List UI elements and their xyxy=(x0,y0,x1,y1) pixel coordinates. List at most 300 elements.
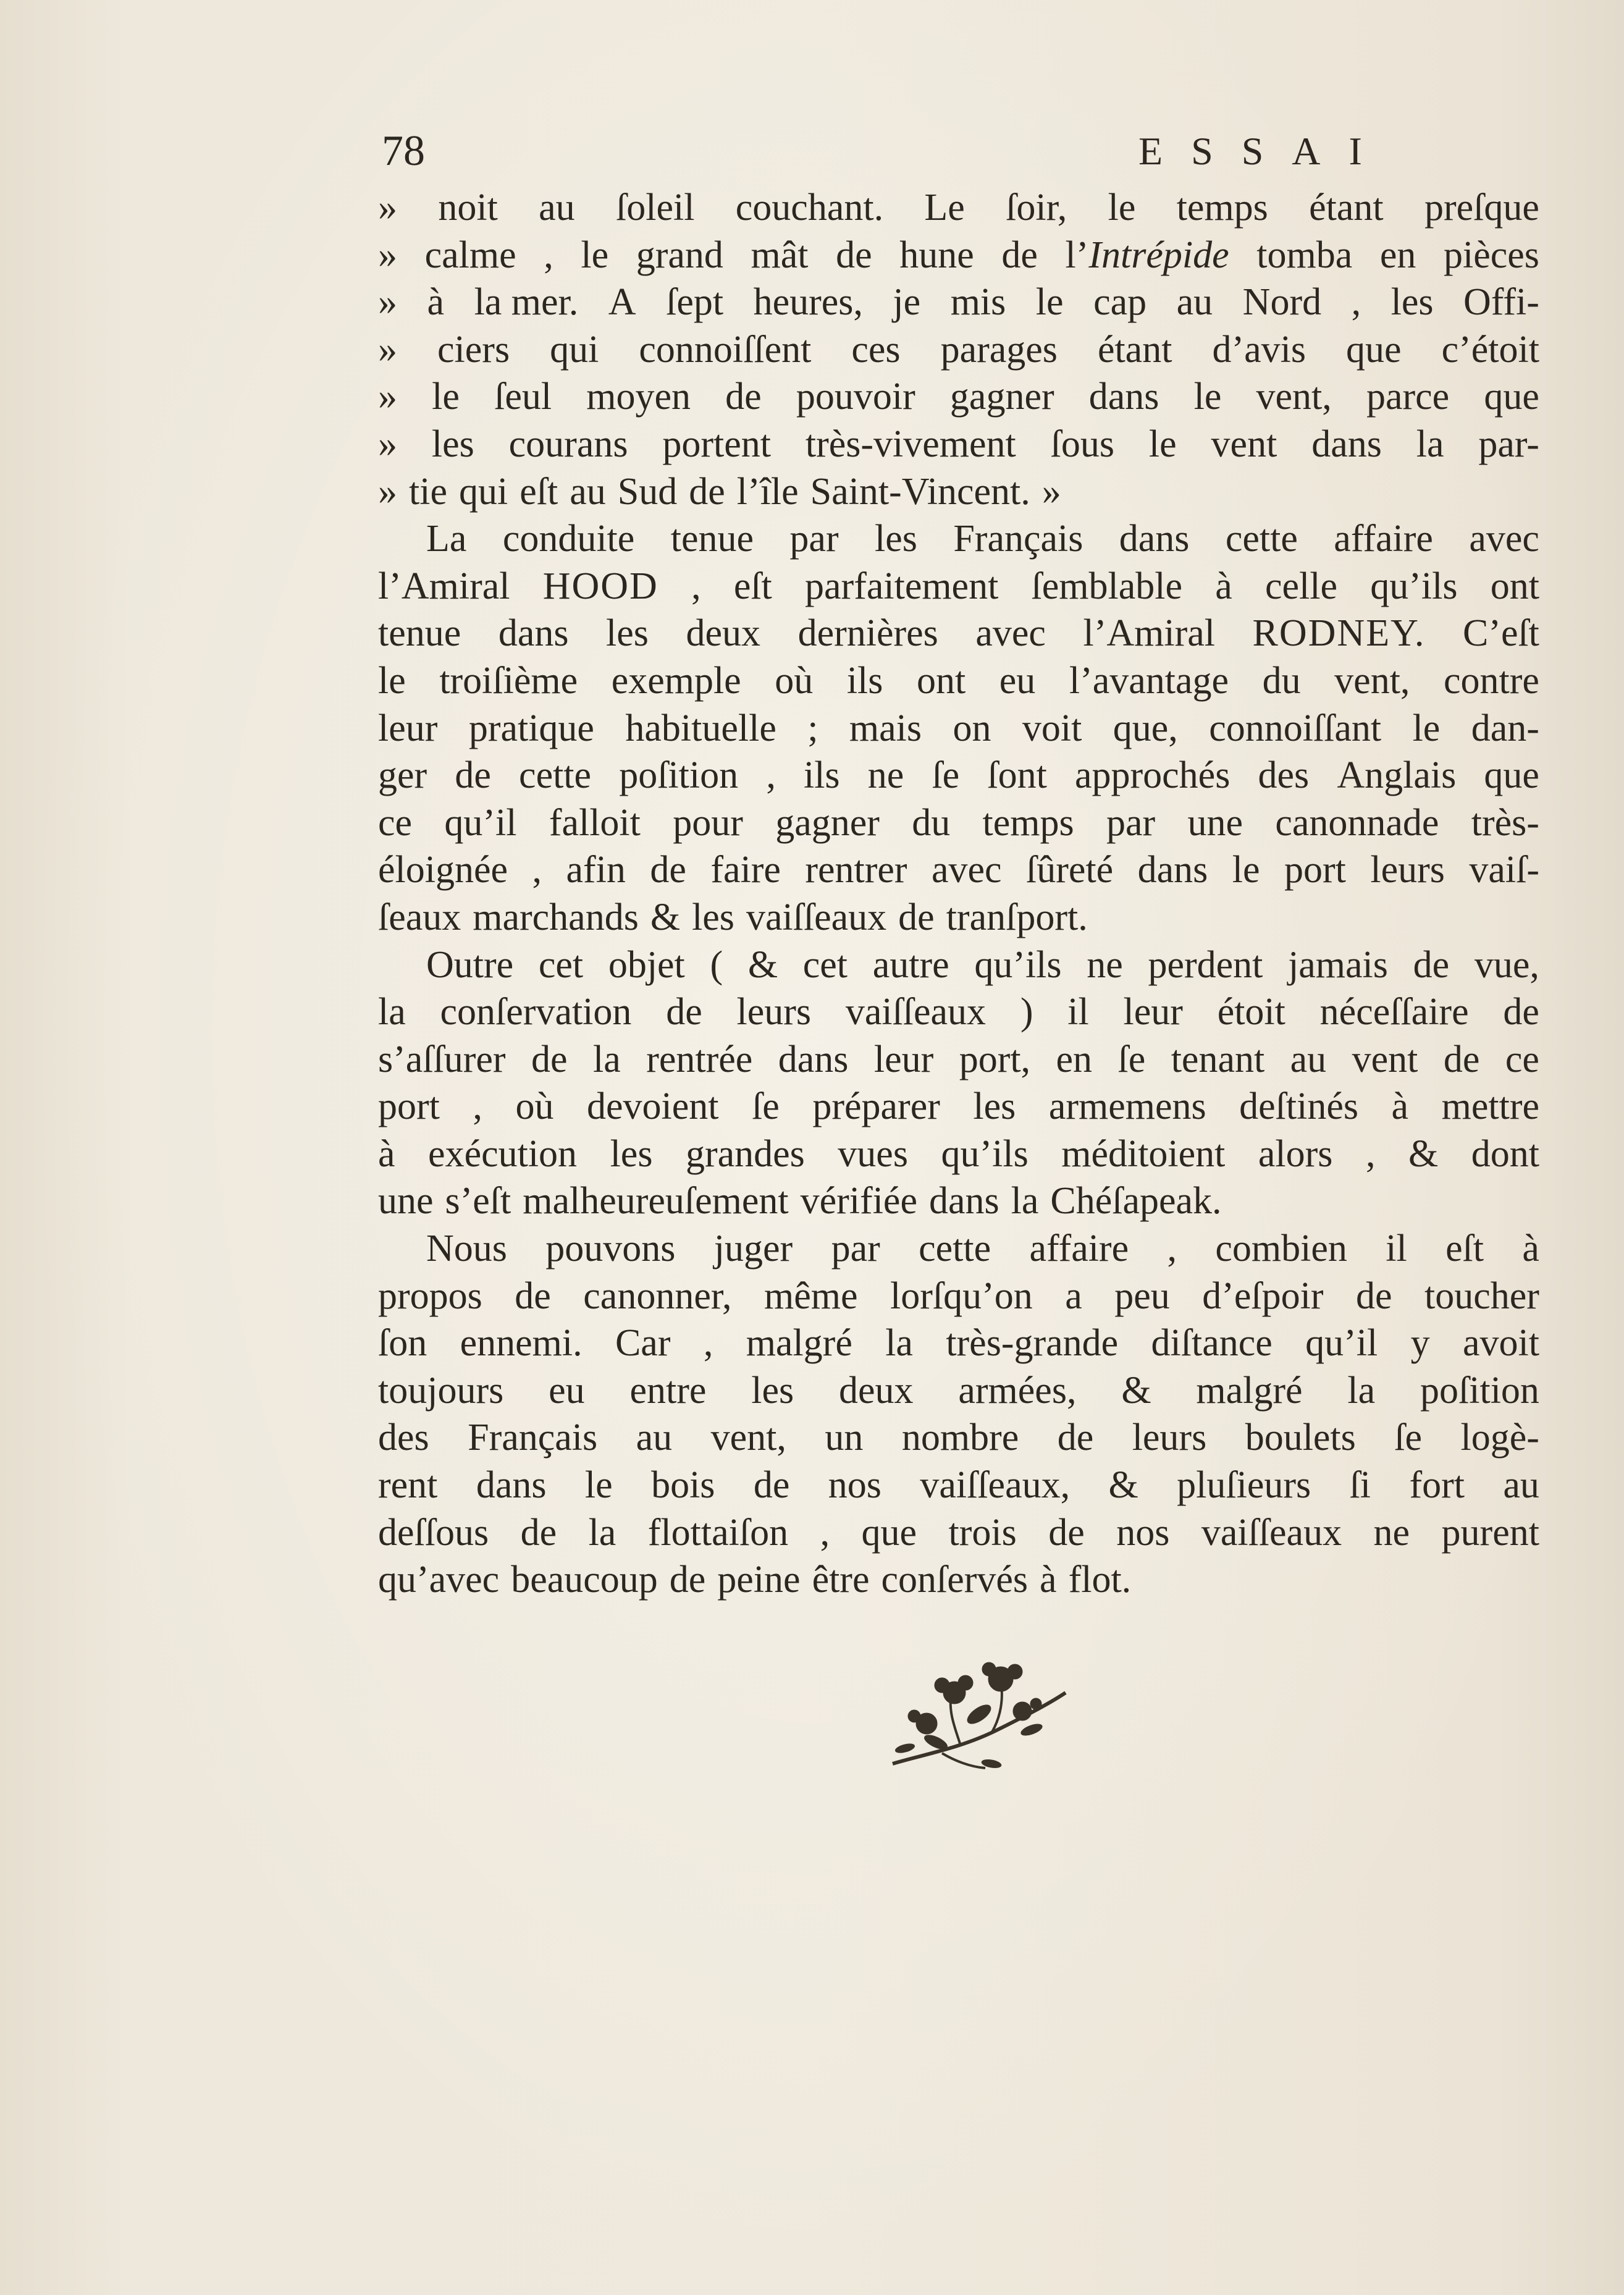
word: pratique xyxy=(468,707,594,749)
word: , xyxy=(473,1085,482,1128)
word: conſervés xyxy=(881,1559,1029,1601)
word: de xyxy=(1503,991,1539,1034)
word: affaire xyxy=(1334,518,1433,560)
word: que xyxy=(861,1511,917,1554)
word: purent xyxy=(1441,1511,1539,1554)
word: vent xyxy=(1211,423,1277,465)
word: gagner xyxy=(949,376,1054,418)
word: dans xyxy=(1119,518,1190,560)
word: leur xyxy=(378,707,438,749)
word: ont xyxy=(916,659,966,702)
word: l’Intrépide xyxy=(1065,234,1229,276)
text-line xyxy=(378,468,1539,516)
word: grand xyxy=(636,234,723,276)
word: RODNEY. xyxy=(1252,612,1426,655)
word: eſt xyxy=(1445,1228,1484,1270)
word: qu’ils xyxy=(974,943,1062,986)
word: habituelle xyxy=(625,707,776,749)
word: que xyxy=(1484,754,1539,797)
text-line xyxy=(378,1367,1539,1415)
word: cet xyxy=(802,943,848,986)
word: que xyxy=(1484,376,1539,418)
word: port, xyxy=(959,1038,1031,1080)
word: eſt xyxy=(733,565,772,607)
word: peine xyxy=(717,1559,801,1601)
word: ſous xyxy=(1050,423,1115,465)
word: eu xyxy=(549,1369,585,1412)
word: du xyxy=(1262,659,1301,702)
word: ſept xyxy=(666,281,724,324)
word: Offi- xyxy=(1463,281,1539,324)
text-line xyxy=(378,326,1539,374)
running-head: ESSAI xyxy=(1138,129,1390,173)
word: connoiſſant xyxy=(1209,707,1382,749)
word: moyen xyxy=(586,376,691,418)
word: leurs xyxy=(736,991,812,1034)
word: les xyxy=(875,518,917,560)
word: le xyxy=(1035,281,1064,324)
word: de xyxy=(666,991,702,1034)
word: en xyxy=(1056,1038,1093,1080)
word: de xyxy=(1443,1038,1480,1080)
word: mât xyxy=(751,234,809,276)
word: diſtance xyxy=(1151,1322,1273,1365)
word: cette xyxy=(1225,518,1298,560)
word: Outre xyxy=(426,943,514,986)
text-line xyxy=(378,421,1539,468)
text-line xyxy=(378,1556,1539,1604)
word: perdent xyxy=(1148,943,1263,986)
word: rent xyxy=(378,1464,438,1507)
word: & xyxy=(1121,1369,1151,1412)
floral-ornament-icon xyxy=(868,1656,1072,1779)
word: où xyxy=(775,659,814,702)
word: méditoient xyxy=(1061,1132,1226,1175)
word: Nous xyxy=(426,1228,507,1270)
word: celle xyxy=(1265,565,1338,607)
word: l’île xyxy=(736,470,799,513)
word: de xyxy=(836,234,872,276)
word: étoit xyxy=(1217,991,1285,1034)
text-line xyxy=(378,1083,1539,1131)
word: des xyxy=(1258,754,1310,797)
word: ne xyxy=(867,754,904,797)
word: ) xyxy=(1020,991,1033,1034)
word: pouvons xyxy=(545,1228,676,1270)
word: tenue xyxy=(378,612,461,655)
word: portent xyxy=(662,423,771,465)
page-header xyxy=(382,124,1537,179)
word: ſont xyxy=(987,754,1047,797)
word: tenant xyxy=(1171,1038,1265,1080)
word: & xyxy=(747,943,778,986)
word: leur xyxy=(873,1038,934,1080)
word: tie xyxy=(409,470,447,513)
word: » xyxy=(1041,470,1061,513)
word: le xyxy=(581,234,609,276)
word: même xyxy=(764,1274,858,1317)
word: le xyxy=(584,1464,613,1507)
word: tenue xyxy=(670,518,754,560)
word: de xyxy=(689,470,725,513)
word: que, xyxy=(1113,707,1178,749)
word: ſeul xyxy=(494,376,552,418)
word: lorſqu’on xyxy=(890,1274,1033,1317)
word: le xyxy=(378,659,406,702)
word: , xyxy=(1351,281,1361,324)
word: de xyxy=(753,1464,790,1507)
text-line xyxy=(378,1131,1539,1178)
word: falloit xyxy=(549,801,641,844)
text-line xyxy=(378,1462,1539,1509)
text-line xyxy=(378,1509,1539,1557)
text-line xyxy=(378,1225,1539,1273)
word: ger xyxy=(378,754,427,797)
word: mis xyxy=(950,281,1006,324)
word: exemple xyxy=(611,659,741,702)
word: dans xyxy=(1311,423,1382,465)
word: vaiſſeaux xyxy=(845,991,987,1034)
word: tomba xyxy=(1256,234,1353,276)
word: HOOD xyxy=(542,565,658,607)
word: Anglais xyxy=(1337,754,1457,797)
word: étant xyxy=(1097,328,1172,371)
word: c’étoit xyxy=(1441,328,1539,371)
text-line xyxy=(378,232,1539,279)
word: la xyxy=(1347,1369,1376,1412)
word: » xyxy=(378,376,397,418)
word: » xyxy=(378,328,397,371)
word: flot. xyxy=(1068,1559,1132,1601)
word: , xyxy=(820,1511,830,1554)
word: ennemi. xyxy=(460,1322,583,1365)
word: rentrer xyxy=(805,849,907,891)
word: les xyxy=(606,612,649,655)
word: à xyxy=(1522,1228,1539,1270)
word: dans xyxy=(928,1180,999,1223)
text-line xyxy=(378,657,1539,705)
word: à xyxy=(1040,1559,1057,1601)
word: de xyxy=(1057,1417,1094,1459)
word: du xyxy=(912,801,951,844)
word: preſque xyxy=(1424,187,1539,229)
word: courans xyxy=(508,423,628,465)
text-line xyxy=(378,279,1539,326)
word: de xyxy=(669,1559,706,1601)
word: » xyxy=(378,187,397,229)
word: a xyxy=(1065,1274,1082,1317)
word: qu’ils xyxy=(941,1132,1029,1175)
word: nos xyxy=(1116,1511,1170,1554)
word: ſe xyxy=(1394,1417,1423,1459)
word: en xyxy=(1379,234,1416,276)
word: peu xyxy=(1114,1274,1170,1317)
word: ſi xyxy=(1349,1464,1371,1507)
text-line xyxy=(378,1036,1539,1084)
word: ciers xyxy=(437,328,510,371)
word: approchés xyxy=(1075,754,1231,797)
word: de xyxy=(1048,1511,1085,1554)
word: trois xyxy=(948,1511,1017,1554)
word: Chéſapeak. xyxy=(1050,1180,1222,1223)
word: afin xyxy=(566,849,626,891)
word: cap xyxy=(1093,281,1147,324)
word: s’aſſurer xyxy=(378,1038,506,1080)
word: la xyxy=(885,1322,913,1365)
word: entre xyxy=(629,1369,707,1412)
body-text xyxy=(378,184,1539,1604)
word: conſervation xyxy=(440,991,632,1034)
word: pour xyxy=(673,801,743,844)
word: d’avis xyxy=(1212,328,1306,371)
word: ont xyxy=(1490,565,1539,607)
word: ce xyxy=(378,801,413,844)
text-line xyxy=(378,894,1539,941)
word: ſon xyxy=(378,1322,427,1365)
word: qui xyxy=(458,470,508,513)
word: les xyxy=(751,1369,794,1412)
word: Le xyxy=(924,187,965,229)
word: alors xyxy=(1258,1132,1333,1175)
text-line xyxy=(378,1273,1539,1320)
word: leurs xyxy=(1132,1417,1207,1459)
word: il xyxy=(1067,991,1089,1034)
word: marchands xyxy=(473,896,639,938)
word: rentrée xyxy=(646,1038,753,1080)
word: le xyxy=(1108,187,1136,229)
word: au xyxy=(1290,1038,1327,1080)
word: les xyxy=(610,1132,653,1175)
text-line xyxy=(378,705,1539,752)
word: vaiſſeaux, xyxy=(920,1464,1071,1507)
text-line xyxy=(378,610,1539,657)
word: ſemblable xyxy=(1031,565,1183,607)
word: à xyxy=(378,1132,395,1175)
word: bois xyxy=(651,1464,715,1507)
word: au xyxy=(1176,281,1213,324)
text-line xyxy=(378,752,1539,799)
word: de xyxy=(1356,1274,1392,1317)
text-line xyxy=(378,373,1539,421)
word: deſſous xyxy=(378,1511,489,1554)
word: tranſport. xyxy=(946,896,1088,938)
text-line xyxy=(378,846,1539,894)
word: le xyxy=(1148,423,1177,465)
word: hune xyxy=(899,234,974,276)
word: de xyxy=(1001,234,1038,276)
word: étant xyxy=(1309,187,1384,229)
word: boulets xyxy=(1245,1417,1356,1459)
word: par xyxy=(831,1228,880,1270)
word: objet xyxy=(608,943,685,986)
word: préparer xyxy=(812,1085,940,1128)
word: connoiſſent xyxy=(639,328,812,371)
word: le xyxy=(1412,707,1441,749)
word: de xyxy=(725,376,762,418)
word: mais xyxy=(849,707,922,749)
word: A xyxy=(608,281,636,324)
word: dans xyxy=(1088,376,1159,418)
word: nombre xyxy=(901,1417,1019,1459)
word: grandes xyxy=(685,1132,805,1175)
word: s’eſt xyxy=(445,1180,511,1223)
text-line xyxy=(378,799,1539,847)
word: ſe xyxy=(752,1085,780,1128)
word: vaiſſeaux xyxy=(746,896,887,938)
word: vaiſ- xyxy=(1469,849,1539,891)
text-line xyxy=(378,184,1539,232)
word: qu’avec xyxy=(378,1559,500,1601)
word: canonnade xyxy=(1275,801,1439,844)
word: poſition xyxy=(619,754,739,797)
word: de xyxy=(515,1274,551,1317)
word: » xyxy=(378,423,397,465)
word: vent, xyxy=(1334,659,1410,702)
word: eſt xyxy=(520,470,558,513)
word: leurs xyxy=(1370,849,1445,891)
word: noit xyxy=(438,187,498,229)
word: l’Amiral xyxy=(1083,612,1215,655)
page-number: 78 xyxy=(382,127,425,175)
word: néceſſaire xyxy=(1319,991,1469,1034)
word: de xyxy=(1413,943,1450,986)
word: la xyxy=(378,991,406,1034)
word: deux xyxy=(839,1369,914,1412)
word: » xyxy=(378,234,397,276)
word: ſûreté xyxy=(1026,849,1114,891)
text-line xyxy=(378,988,1539,1036)
word: heures, xyxy=(753,281,863,324)
word: Nord xyxy=(1242,281,1322,324)
word: cette xyxy=(919,1228,991,1270)
word: ſeaux xyxy=(378,896,461,938)
word: & xyxy=(1108,1464,1138,1507)
word: calme xyxy=(424,234,516,276)
word: un xyxy=(825,1417,864,1459)
word: vent, xyxy=(1256,376,1332,418)
text-line xyxy=(378,563,1539,610)
word: je xyxy=(893,281,921,324)
word: très-grande xyxy=(946,1322,1119,1365)
word: poſition xyxy=(1420,1369,1539,1412)
word: ces xyxy=(851,328,901,371)
word: dans xyxy=(498,612,569,655)
word: parce xyxy=(1366,376,1450,418)
word: ſe xyxy=(932,754,960,797)
word: dont xyxy=(1471,1132,1539,1175)
word: autre xyxy=(872,943,949,986)
word: vent, xyxy=(710,1417,786,1459)
word: ils xyxy=(846,659,883,702)
word: au xyxy=(570,470,606,513)
word: qu’il xyxy=(1305,1322,1378,1365)
word: gagner xyxy=(775,801,880,844)
word: ne xyxy=(1087,943,1123,986)
word: canonner, xyxy=(583,1274,732,1317)
word: avec xyxy=(975,612,1046,655)
word: à xyxy=(427,281,445,324)
word: de xyxy=(650,849,686,891)
word: au xyxy=(636,1417,673,1459)
word: exécution xyxy=(428,1132,578,1175)
text-line xyxy=(378,1320,1539,1367)
word: , xyxy=(1167,1228,1177,1270)
word: dernières xyxy=(797,612,938,655)
word: des xyxy=(378,1417,429,1459)
word: les xyxy=(692,896,734,938)
word: la mer. xyxy=(474,281,579,324)
word: malgré xyxy=(746,1322,852,1365)
word: toucher xyxy=(1424,1274,1539,1317)
word: la xyxy=(588,1511,616,1554)
word: » xyxy=(378,281,397,324)
word: flottaiſon xyxy=(647,1511,789,1554)
word: ſoir, xyxy=(1006,187,1067,229)
word: ; xyxy=(807,707,818,749)
word: deſtinés xyxy=(1239,1085,1358,1128)
word: logè- xyxy=(1460,1417,1539,1459)
word: qu’ils xyxy=(1370,565,1458,607)
word: de xyxy=(531,1038,568,1080)
word: au xyxy=(539,187,575,229)
word: faire xyxy=(710,849,781,891)
word: le xyxy=(1232,849,1260,891)
word: vent xyxy=(1352,1038,1418,1080)
word: contre xyxy=(1443,659,1539,702)
word: Français xyxy=(953,518,1083,560)
word: devoient xyxy=(587,1085,719,1128)
word: dan- xyxy=(1471,707,1539,749)
word: ils xyxy=(803,754,840,797)
word: ( xyxy=(710,943,723,986)
word: juger xyxy=(713,1228,793,1270)
word: C’eſt xyxy=(1462,612,1539,655)
word: très- xyxy=(1471,801,1539,844)
word: au xyxy=(1503,1464,1539,1507)
word: très-vivement xyxy=(805,423,1016,465)
word: ſe xyxy=(1117,1038,1146,1080)
word: il xyxy=(1386,1228,1407,1270)
word: qu’il xyxy=(444,801,517,844)
word: vaiſſeaux xyxy=(1201,1511,1342,1554)
word: conduite xyxy=(502,518,635,560)
word: la xyxy=(1011,1180,1039,1223)
word: l’Amiral xyxy=(378,565,510,607)
word: la xyxy=(1416,423,1444,465)
word: Saint-Vincent. xyxy=(810,470,1030,513)
word: toujours xyxy=(378,1369,504,1412)
word: Sud xyxy=(617,470,678,513)
word: ne xyxy=(1373,1511,1410,1554)
word: par- xyxy=(1478,423,1539,465)
word: fort xyxy=(1409,1464,1465,1507)
word: pouvoir xyxy=(796,376,915,418)
word: troiſième xyxy=(439,659,578,702)
word: mettre xyxy=(1441,1085,1539,1128)
word: y xyxy=(1410,1322,1430,1365)
word: qui xyxy=(550,328,599,371)
word: , xyxy=(703,1322,713,1365)
word: une xyxy=(1187,801,1243,844)
word: d’eſpoir xyxy=(1202,1274,1324,1317)
word: par xyxy=(1106,801,1156,844)
word: armemens xyxy=(1048,1085,1206,1128)
word: pièces xyxy=(1443,234,1539,276)
word: avoit xyxy=(1462,1322,1539,1365)
word: par xyxy=(789,518,839,560)
word: temps xyxy=(982,801,1074,844)
word: vues xyxy=(838,1132,908,1175)
